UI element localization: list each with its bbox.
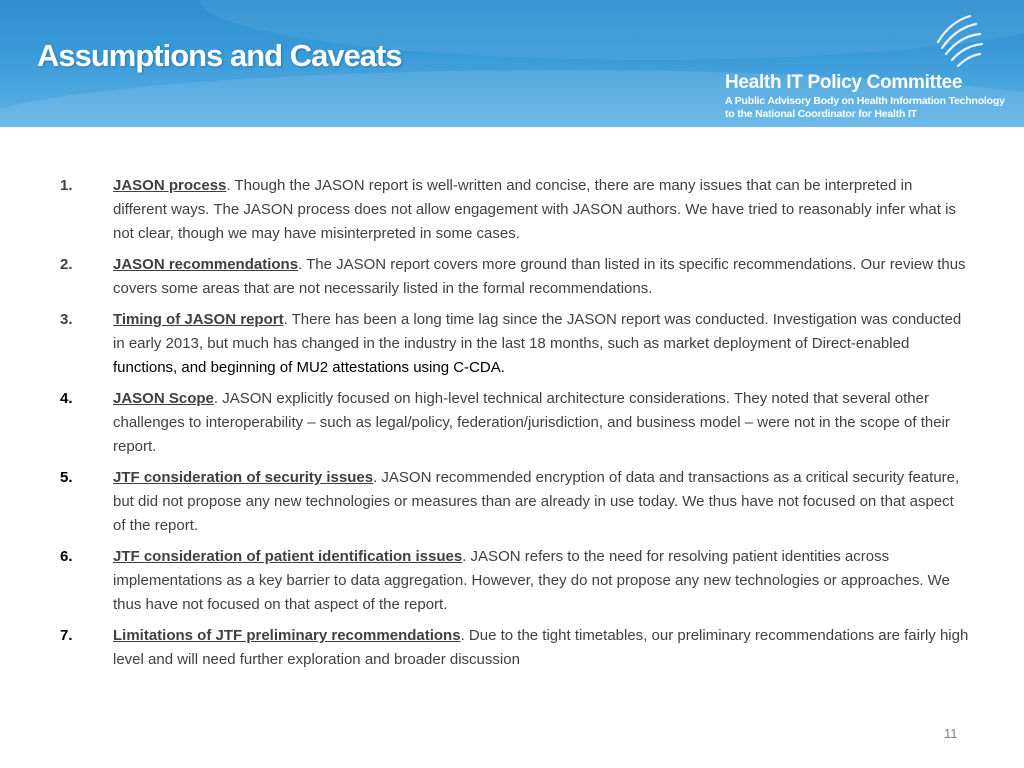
- item-heading: JASON process: [113, 177, 227, 194]
- item-heading: JTF consideration of patient identification issues: [113, 548, 463, 565]
- item-number: 3.: [60, 311, 73, 328]
- item-text: . JASON refers to the need for resolving patient identities across implementations as a key barrier to data aggregation. However, they do not propose any new technologies or approaches. We thus have not focused on that aspect of the report.: [113, 548, 950, 613]
- list-item: [60, 387, 970, 459]
- item-heading: JASON recommendations: [113, 256, 299, 273]
- item-text-continued: functions, and beginning of MU2 attestations using C-CDA.: [113, 359, 505, 376]
- item-text: . JASON explicitly focused on high-level technical architecture considerations. They noted that several other challenges to interoperability – such as legal/policy, federation/jurisdiction, and business model – were not in the scope of their report.: [113, 390, 950, 455]
- item-text: . The JASON report covers more ground than listed in its specific recommendations. Our review thus covers some areas that are not necessarily listed in the formal recommendations.: [113, 256, 966, 297]
- list-item: [60, 466, 970, 538]
- slide-header: [0, 0, 1024, 127]
- list-item: [60, 545, 970, 617]
- item-heading: Limitations of JTF preliminary recommendations: [113, 627, 461, 644]
- page-number: 11: [944, 726, 958, 741]
- caveat-list: [60, 174, 970, 679]
- item-text: . There has been a long time lag since the JASON report was conducted. Investigation was conducted in early 2013, but much has changed in the industry in the last 18 months, such as market deployment of Direct-enabled: [113, 311, 962, 352]
- item-number: 4.: [60, 390, 73, 407]
- item-number: 6.: [60, 548, 73, 565]
- slide-title: Assumptions and Caveats: [37, 38, 402, 73]
- item-heading: JTF consideration of security issues: [113, 469, 374, 486]
- list-item: [60, 174, 970, 246]
- org-tagline-1: A Public Advisory Body on Health Information Technology: [725, 95, 1005, 107]
- item-number: 7.: [60, 627, 73, 644]
- item-heading: JASON Scope: [113, 390, 214, 407]
- org-tagline-2: to the National Coordinator for Health IT: [725, 108, 917, 120]
- item-number: 5.: [60, 469, 73, 486]
- item-number: 1.: [60, 177, 73, 194]
- list-item: [60, 624, 970, 672]
- list-item: [60, 253, 970, 301]
- item-text: . Due to the tight timetables, our preliminary recommendations are fairly high level and will need further exploration and broader discussion: [113, 627, 969, 668]
- item-heading: Timing of JASON report: [113, 311, 284, 328]
- item-text: . JASON recommended encryption of data and transactions as a critical security feature, but did not propose any new technologies or measures than are already in use today. We thus have not focused on that aspect of the report.: [113, 469, 960, 534]
- item-text: . Though the JASON report is well-written and concise, there are many issues that can be interpreted in different ways. The JASON process does not allow engagement with JASON authors. We have tried to reasonably infer what is not clear, though we may have misinterpreted in some cases.: [113, 177, 956, 242]
- hhs-eagle-icon: [930, 12, 990, 70]
- item-number: 2.: [60, 256, 73, 273]
- list-item: [60, 308, 970, 380]
- org-name: Health IT Policy Committee: [725, 72, 963, 93]
